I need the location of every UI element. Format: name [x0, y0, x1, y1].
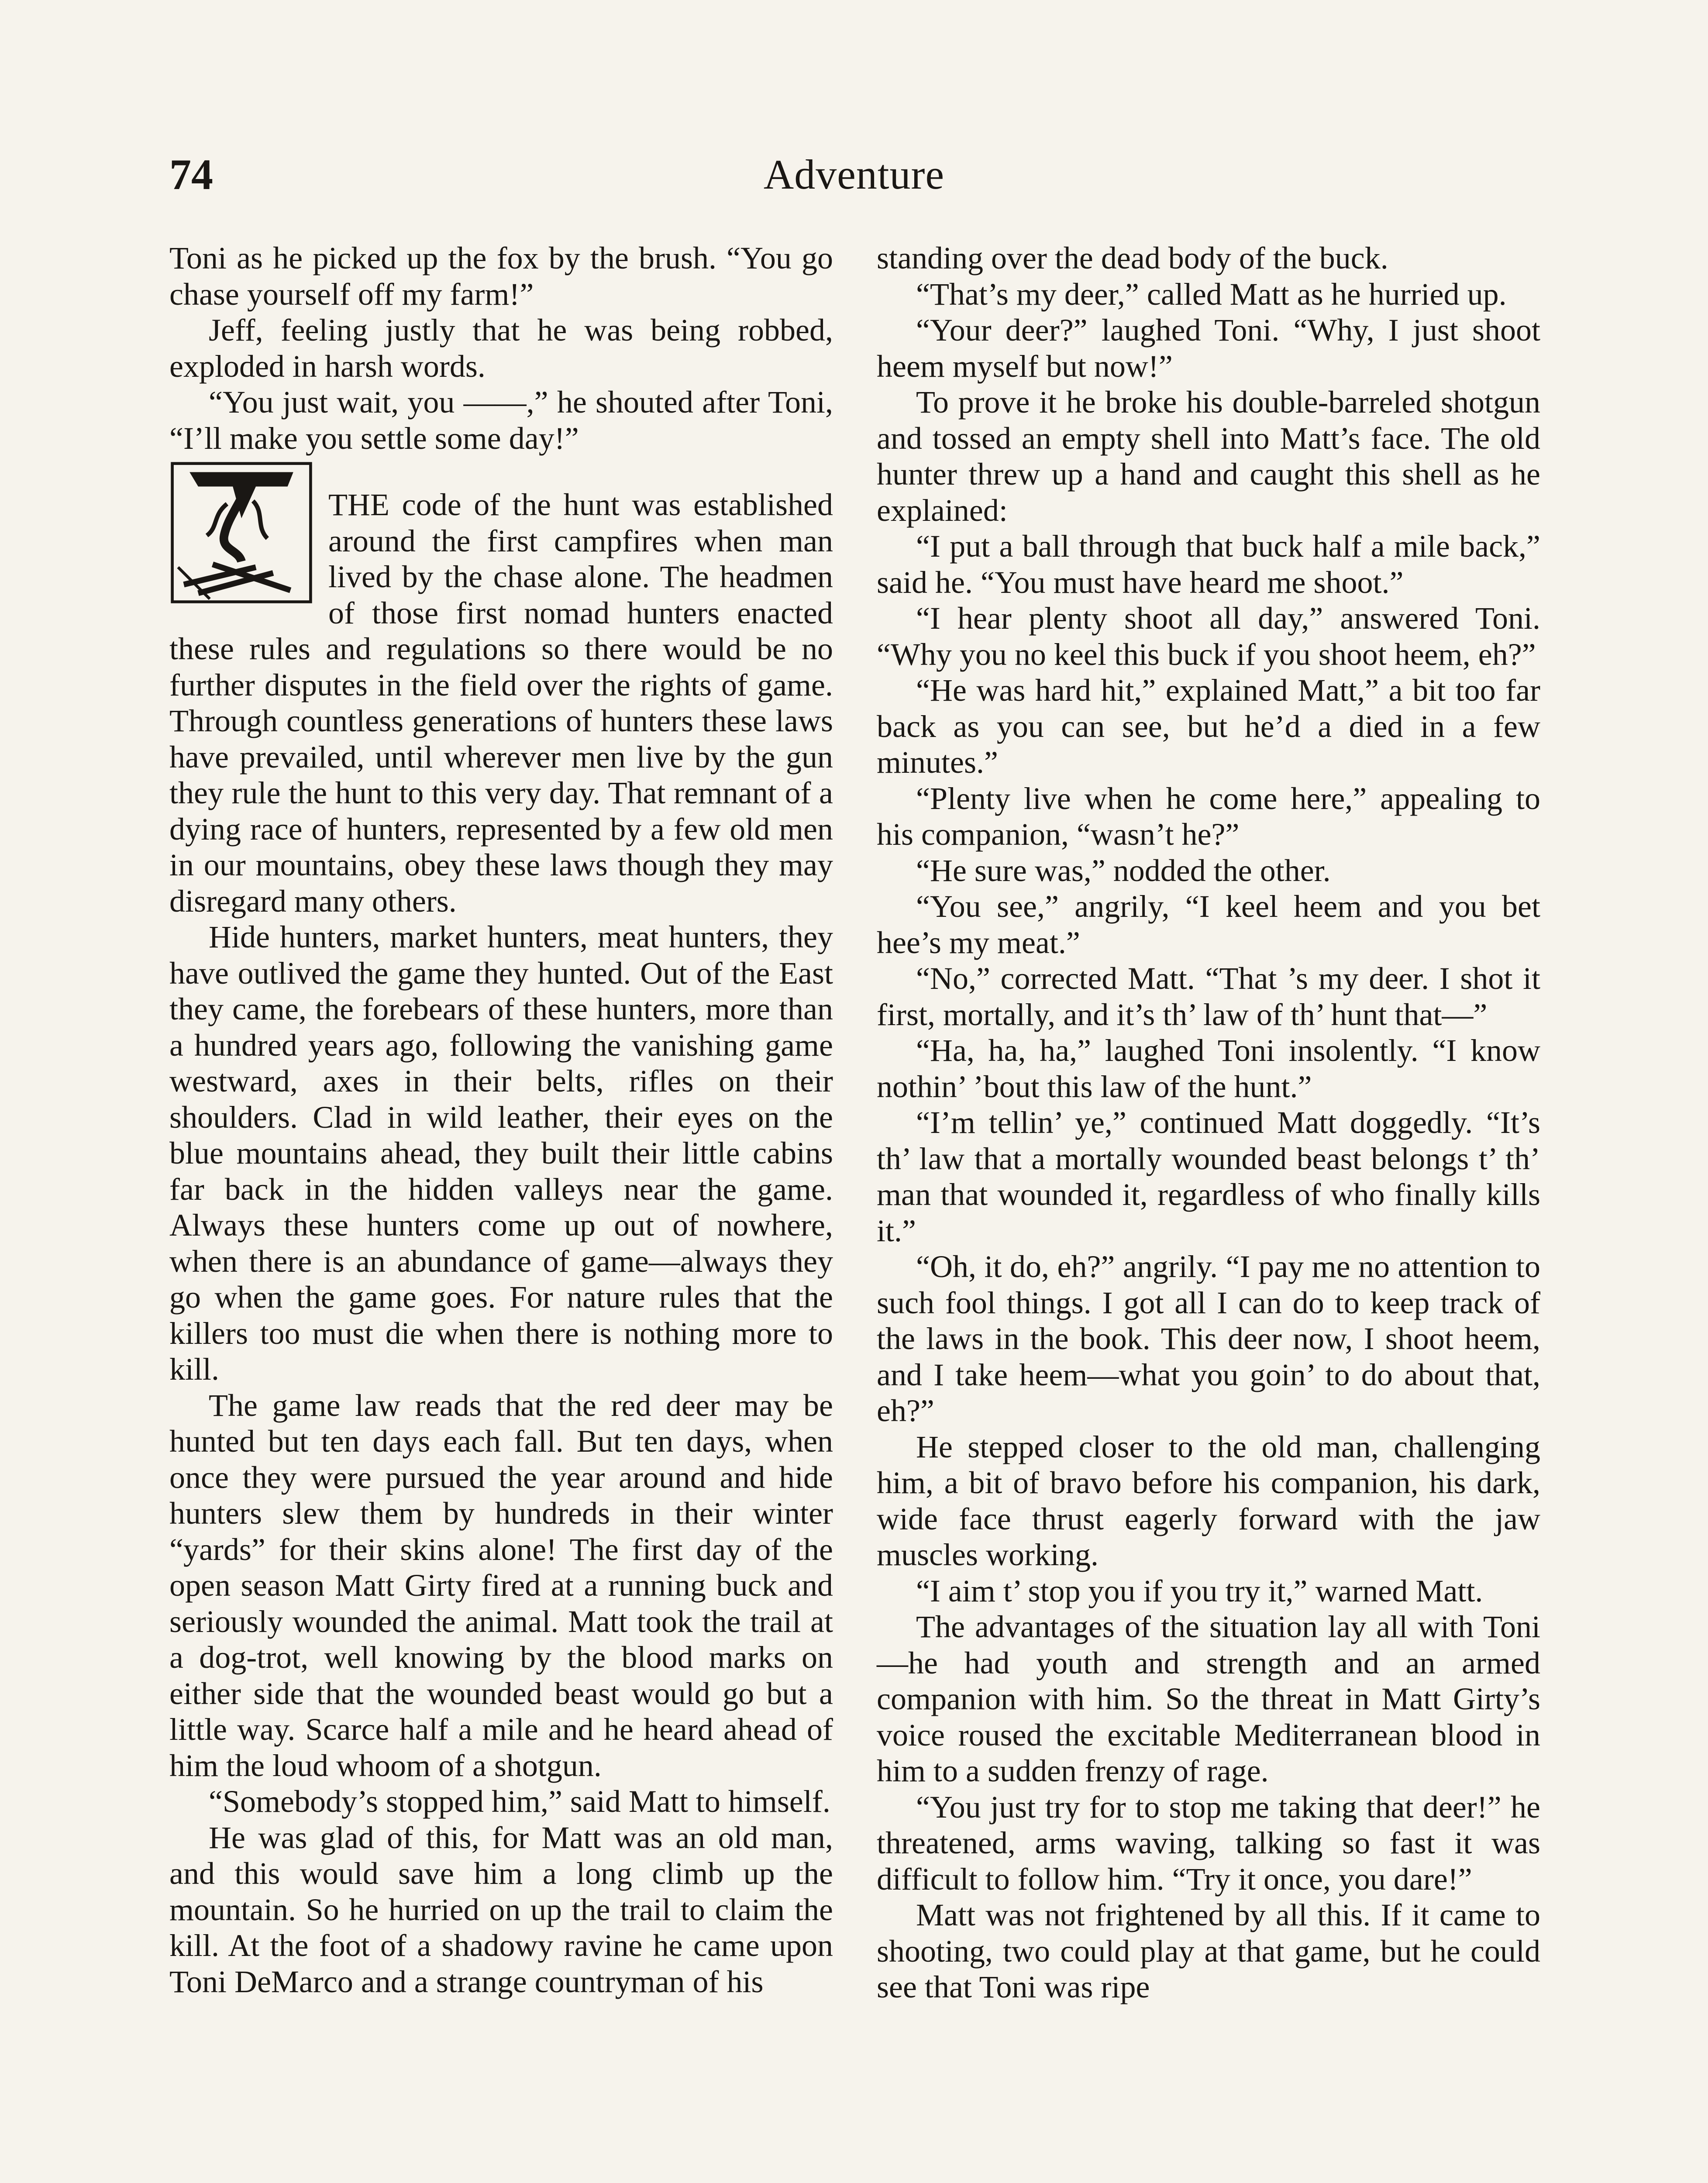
paragraph: “You see,” angrily, “I keel heem and you bet hee’s my meat.”	[877, 889, 1540, 960]
left-column	[169, 240, 833, 2000]
paragraph: “No,” corrected Matt. “That ’s my deer. I shot it first, mortally, and it’s th’ law of th’ hunt that—”	[877, 961, 1540, 1032]
paragraph: THE code of the hunt was established around the first campfires when man lived by the chase alone. The headmen of those first nomad hunters enacted these rules and regulations so there would be no further disputes in the field over the rights of game. Through countless generations of hunters these laws have prevailed, until wherever men live by the gun they rule the hunt to this very day. That remnant of a dying race of hunters, represented by a few old men in our mountains, obey these laws though they may disregard many others.	[169, 487, 833, 919]
right-column	[877, 240, 1540, 2005]
paragraph: The game law reads that the red deer may be hunted but ten days each fall. But ten days, when once they were pursued the year around and hide hunters slew them by hundreds in their winter “yards” for their skins alone! The first day of the open season Matt Girty fired at a running buck and seriously wounded the animal. Matt took the trail at a dog-trot, well knowing by the blood marks on either side that the wounded beast would go but a little way. Scarce half a mile and he heard ahead of him the loud whoom of a shotgun.	[169, 1388, 833, 1783]
paragraph: “Plenty live when he come here,” appealing to his companion, “wasn’t he?”	[877, 781, 1540, 852]
paragraph: The advantages of the situation lay all with Toni—he had youth and strength and an armed companion with him. So the threat in Matt Girty’s voice roused the excitable Mediterranean blood in him to a sudden frenzy of rage.	[877, 1609, 1540, 1788]
paragraph: standing over the dead body of the buck.	[877, 241, 1388, 275]
running-title: Adventure	[763, 151, 945, 198]
paragraph: “He sure was,” nodded the other.	[916, 853, 1331, 888]
paragraph: Hide hunters, market hunters, meat hunters, they have outlived the game they hunted. Out of the East they came, the forebears of these hunters, more than a hundred years ago, following the vanishing game westward, axes in their belts, rifles on their shoulders. Clad in wild leather, their eyes on the blue mountains ahead, they built their little cabins far back in the hidden valleys near the game. Always these hunters come up out of nowhere, when there is an abundance of game—always they go when the game goes. For nature rules that the killers too must die when there is nothing more to kill.	[169, 919, 833, 1387]
paragraph: “Ha, ha, ha,” laughed Toni insolently. “I know nothin’ ’bout this law of the hunt.”	[877, 1033, 1540, 1104]
paragraph: “I aim t’ stop you if you try it,” warned Matt.	[916, 1573, 1483, 1608]
paragraph: He stepped closer to the old man, challenging him, a bit of bravo before his companion, his dark, wide face thrust eagerly forward with the jaw muscles working.	[877, 1429, 1540, 1572]
page-number: 74	[169, 150, 213, 199]
paragraph: Jeff, feeling justly that he was being robbed, exploded in harsh words.	[169, 313, 833, 384]
paragraph: “Your deer?” laughed Toni. “Why, I just shoot heem myself but now!”	[877, 313, 1540, 384]
paragraph: “Somebody’s stopped him,” said Matt to himself.	[209, 1784, 830, 1819]
paragraph: “I put a ball through that buck half a mile back,” said he. “You must have heard me shoot.”	[877, 529, 1540, 600]
paragraph: Matt was not frightened by all this. If it came to shooting, two could play at that game, but he could see that Toni was ripe	[877, 1897, 1540, 2004]
paragraph: “You just wait, you ——,” he shouted after Toni, “I’ll make you settle some day!”	[169, 385, 833, 456]
paragraph: “I hear plenty shoot all day,” answered Toni. “Why you no keel this buck if you shoot heem, eh?”	[877, 601, 1540, 672]
paragraph: Toni as he picked up the fox by the brush. “You go chase yourself off my farm!”	[169, 241, 833, 312]
paragraph: “Oh, it do, eh?” angrily. “I pay me no attention to such fool things. I got all I can do to keep track of the laws in the book. This deer now, I shoot heem, and I take heem—what you goin’ to do about that, eh?”	[877, 1249, 1540, 1428]
paragraph: He was glad of this, for Matt was an old man, and this would save him a long climb up the mountain. So he hurried on up the trail to claim the kill. At the foot of a shadowy ravine he came upon Toni DeMarco and a strange countryman of his	[169, 1820, 833, 1999]
paragraph: “That’s my deer,” called Matt as he hurried up.	[916, 276, 1507, 312]
campfire-illustration-icon	[169, 461, 313, 605]
page-header	[169, 144, 1539, 214]
paragraph: “You just try for to stop me taking that deer!” he threatened, arms waving, talking so fast it was difficult to follow him. “Try it once, you dare!”	[877, 1789, 1540, 1897]
paragraph: To prove it he broke his double-barreled shotgun and tossed an empty shell into Matt’s face. The old hunter threw up a hand and caught this shell as he explained:	[877, 385, 1540, 528]
paragraph: “I’m tellin’ ye,” continued Matt doggedly. “It’s th’ law that a mortally wounded beast belongs t’ th’ man that wounded it, regardless of who finally kills it.”	[877, 1105, 1540, 1248]
paragraph: “He was hard hit,” explained Matt,” a bit too far back as you can see, but he’d a died in a few minutes.”	[877, 673, 1540, 780]
